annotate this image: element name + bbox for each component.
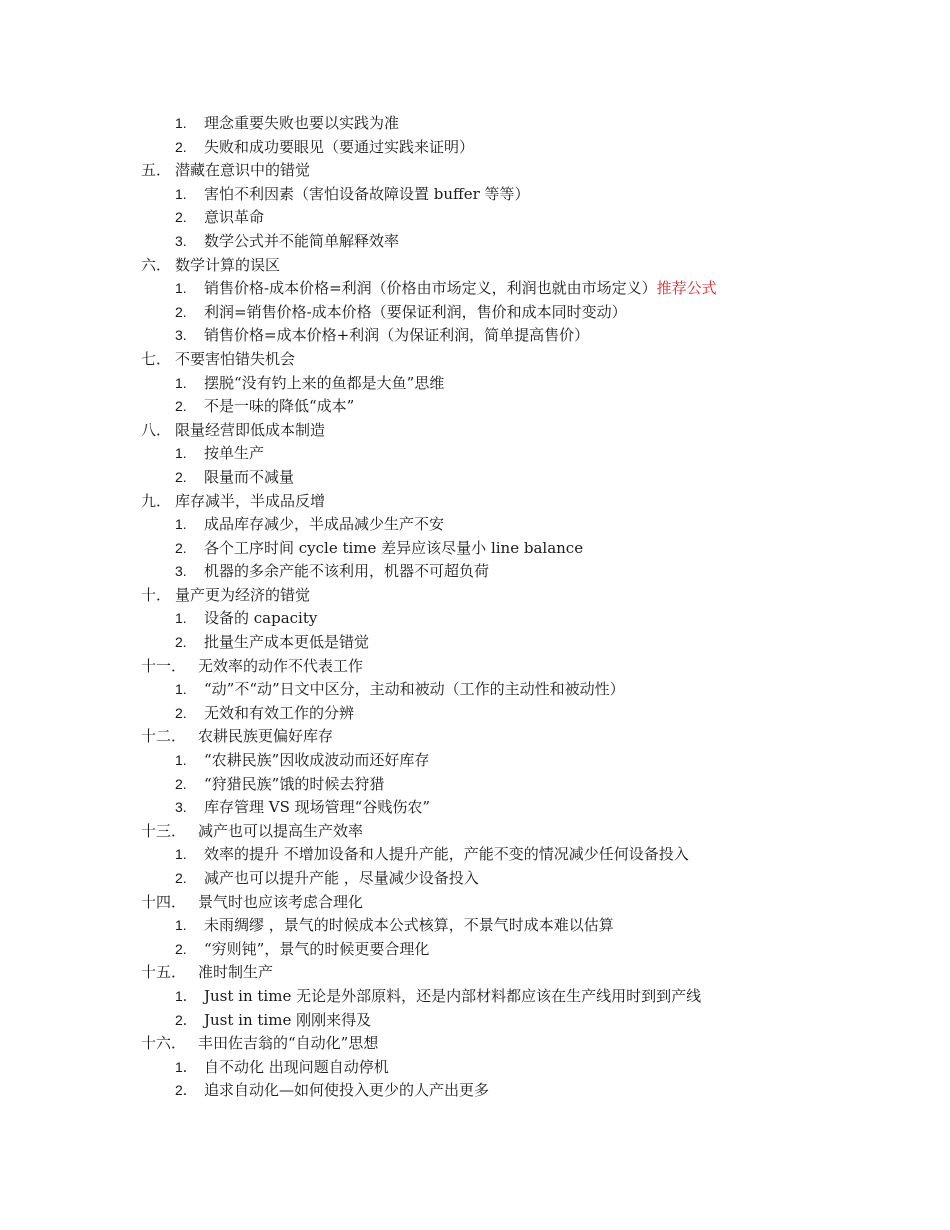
list-number: 1. — [175, 516, 187, 533]
list-item — [0, 985, 950, 1009]
list-item — [0, 1056, 950, 1080]
list-text: 数学公式并不能简单解释效率 — [204, 231, 400, 250]
section-heading — [0, 348, 950, 372]
list-item — [0, 1079, 950, 1103]
section-number: 十一． — [141, 656, 187, 675]
list-item — [0, 843, 950, 867]
section-number: 十五． — [141, 963, 187, 982]
section-title: 限量经营即低成本制造 — [175, 420, 326, 439]
document-page — [0, 112, 950, 1103]
list-item — [0, 372, 950, 396]
list-number: 1. — [175, 681, 187, 698]
list-item — [0, 230, 950, 254]
section-heading — [0, 419, 950, 443]
list-number: 2. — [175, 138, 187, 155]
list-item — [0, 442, 950, 466]
list-number: 2. — [175, 209, 187, 226]
list-number: 3. — [175, 563, 187, 580]
list-text: 理念重要失败也要以实践为准 — [204, 114, 400, 132]
list-number: 2. — [175, 775, 187, 792]
list-number: 2. — [175, 303, 187, 320]
list-text: 销售价格-成本价格=利润（价格由市场定义，利润也就由市场定义） — [204, 279, 657, 298]
section-heading — [0, 891, 950, 915]
list-number: 2． — [175, 1082, 197, 1099]
list-text: 不是一味的降低“成本” — [204, 397, 355, 416]
list-text: “农耕民族”因收成波动而还好库存 — [204, 751, 430, 770]
list-text: Just in time 无论是外部原料，还是内部材料都应该在生产线用时到到产线 — [204, 986, 702, 1005]
section-heading — [0, 159, 950, 183]
list-item — [0, 112, 950, 136]
list-text: “狩猎民族”饿的时候去狩猎 — [204, 774, 385, 793]
list-text: 无效和有效工作的分辨 — [204, 703, 355, 722]
list-text: 按单生产 — [204, 444, 265, 463]
list-text: 成品库存减少，半成品减少生产不安 — [204, 515, 445, 534]
list-item — [0, 277, 950, 301]
section-title: 丰田佐吉翁的“自动化”思想 — [198, 1034, 379, 1053]
list-item — [0, 395, 950, 419]
section-heading — [0, 490, 950, 514]
list-text: Just in time 刚刚来得及 — [204, 1010, 372, 1029]
list-text: 设备的 capacity — [204, 609, 318, 628]
list-text: 意识革命 — [204, 208, 265, 227]
section-title: 准时制生产 — [198, 963, 274, 982]
list-number: 2． — [175, 1011, 197, 1028]
section-heading — [0, 820, 950, 844]
list-item — [0, 867, 950, 891]
list-number: 2. — [175, 539, 187, 556]
list-item — [0, 1009, 950, 1033]
section-title: 农耕民族更偏好库存 — [198, 727, 334, 746]
list-item — [0, 773, 950, 797]
section-number: 六． — [141, 255, 172, 274]
list-number: 1. — [175, 445, 187, 462]
list-number: 1. — [175, 752, 187, 769]
list-item — [0, 301, 950, 325]
list-number: 3. — [175, 327, 187, 344]
list-item — [0, 206, 950, 230]
list-item — [0, 796, 950, 820]
list-number: 3. — [175, 799, 187, 816]
list-item — [0, 678, 950, 702]
list-item — [0, 136, 950, 160]
section-number: 十四． — [141, 892, 187, 911]
list-number: 1. — [175, 610, 187, 627]
list-text: 未雨绸缪 ，景气的时候成本公式核算，不景气时成本难以估算 — [204, 916, 614, 935]
list-text: 机器的多余产能不该利用，机器不可超负荷 — [204, 562, 490, 581]
section-number: 十六． — [141, 1034, 187, 1053]
list-item — [0, 749, 950, 773]
section-title: 景气时也应该考虑合理化 — [198, 892, 364, 911]
section-title: 数学计算的误区 — [175, 255, 281, 274]
list-item — [0, 702, 950, 726]
section-title: 量产更为经济的错觉 — [175, 585, 311, 604]
list-item — [0, 537, 950, 561]
list-number: 1. — [175, 917, 187, 934]
list-number: 2. — [175, 398, 187, 415]
list-number: 1. — [175, 280, 187, 297]
list-number: 1. — [175, 846, 187, 863]
section-heading — [0, 584, 950, 608]
list-text: 限量而不减量 — [204, 467, 295, 486]
section-title: 无效率的动作不代表工作 — [198, 656, 364, 675]
section-number: 十二． — [141, 727, 187, 746]
list-number: 2. — [175, 870, 187, 886]
list-item — [0, 466, 950, 490]
list-text: 减产也可以提升产能 ，尽量减少设备投入 — [204, 869, 479, 887]
list-item — [0, 560, 950, 584]
list-number: 2. — [175, 634, 187, 651]
list-number: 2. — [175, 940, 187, 957]
list-item — [0, 938, 950, 962]
list-item — [0, 607, 950, 631]
list-text: “动”不“动”日文中区分，主动和被动（工作的主动性和被动性） — [204, 680, 625, 699]
list-number: 1. — [175, 185, 187, 202]
list-text-with-highlight — [204, 277, 717, 301]
section-title: 库存减半，半成品反增 — [175, 491, 326, 510]
list-item — [0, 324, 950, 348]
section-number: 十三． — [141, 821, 187, 840]
section-heading — [0, 1032, 950, 1056]
list-number: 1. — [175, 115, 187, 131]
section-heading — [0, 655, 950, 679]
list-number: 1． — [175, 987, 197, 1004]
section-title: 减产也可以提高生产效率 — [198, 821, 364, 840]
section-title: 不要害怕错失机会 — [175, 349, 296, 368]
section-number: 八． — [141, 420, 172, 439]
list-text: 失败和成功要眼见（要通过实践来证明） — [204, 137, 475, 156]
list-text: “穷则钝”，景气的时候更要合理化 — [204, 939, 430, 958]
list-text: 利润=销售价格-成本价格（要保证利润，售价和成本同时变动） — [204, 302, 627, 321]
section-number: 五． — [141, 161, 172, 180]
list-text: 摆脱“没有钓上来的鱼都是大鱼”思维 — [204, 373, 445, 392]
list-item — [0, 183, 950, 207]
section-title: 潜藏在意识中的错觉 — [175, 161, 311, 180]
list-text: 害怕不利因素（害怕设备故障设置 buffer 等等） — [204, 184, 530, 203]
list-text: 各个工序时间 cycle time 差异应该尽量小 line balance — [204, 538, 584, 557]
list-text: 批量生产成本更低是错觉 — [204, 633, 370, 652]
recommended-formula-label: 推荐公式 — [656, 279, 717, 298]
list-text: 追求自动化—如何使投入更少的人产出更多 — [204, 1081, 490, 1100]
list-text: 效率的提升 不增加设备和人提升产能，产能不变的情况减少任何设备投入 — [204, 845, 689, 864]
list-number: 2. — [175, 704, 187, 721]
section-number: 七． — [141, 349, 172, 368]
list-number: 2. — [175, 468, 187, 485]
list-number: 1. — [175, 374, 187, 391]
list-text: 库存管理 VS 现场管理“谷贱伤农” — [204, 798, 430, 817]
section-number: 十． — [141, 585, 172, 604]
list-item — [0, 631, 950, 655]
list-number: 1． — [175, 1058, 197, 1075]
list-text: 自不动化 出现问题自动停机 — [204, 1057, 389, 1076]
list-number: 3. — [175, 232, 187, 249]
list-item — [0, 914, 950, 938]
section-heading — [0, 725, 950, 749]
section-heading — [0, 254, 950, 278]
list-item — [0, 513, 950, 537]
section-number: 九． — [141, 491, 172, 510]
section-heading — [0, 961, 950, 985]
list-text: 销售价格=成本价格+利润（为保证利润，简单提高售价） — [204, 326, 590, 345]
